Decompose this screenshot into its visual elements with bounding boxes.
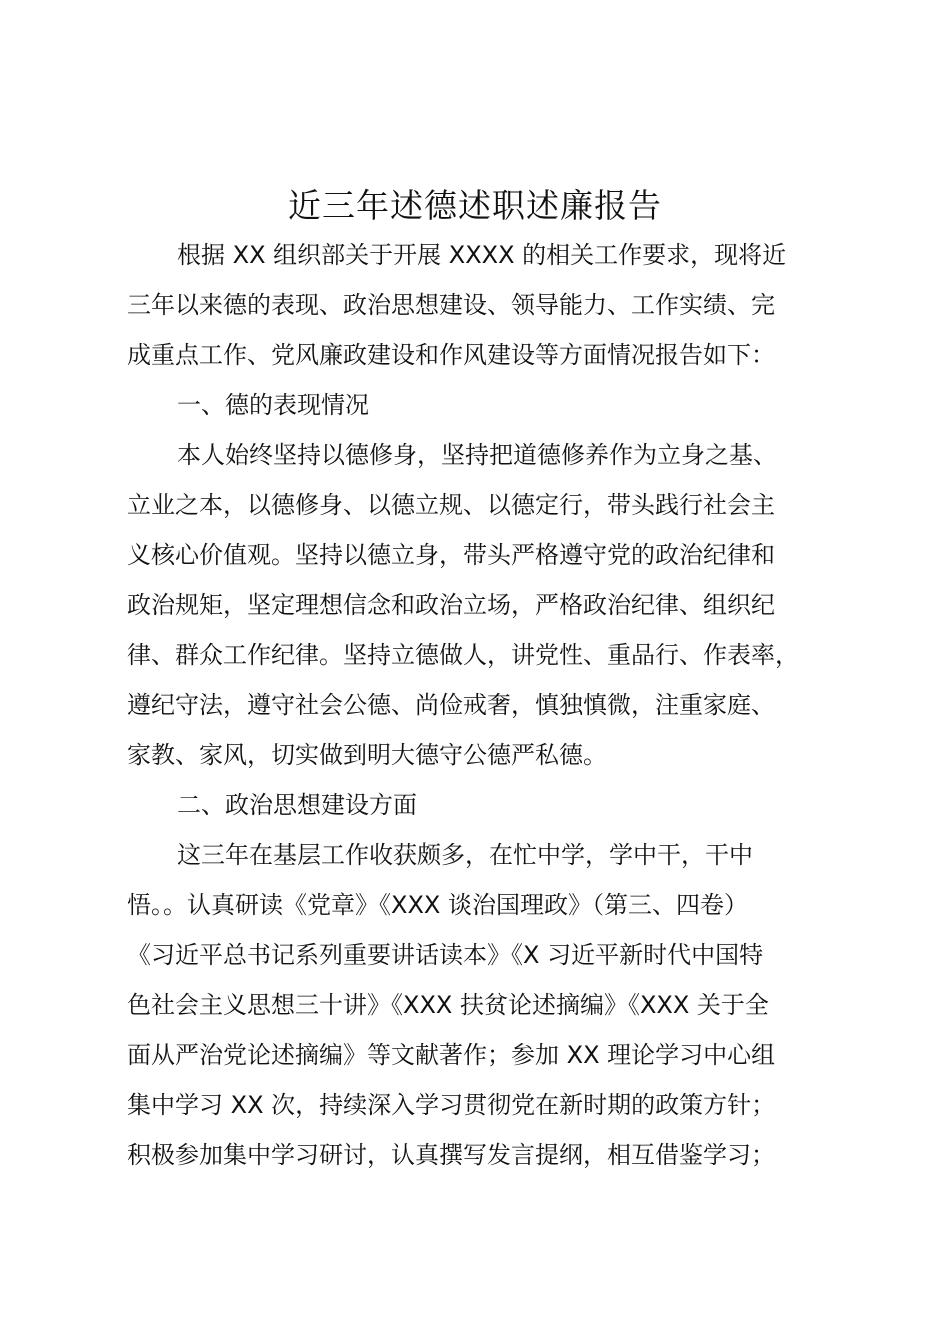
paragraph-political <box>127 830 839 1180</box>
section-heading: 二、政治思想建设方面 <box>177 791 417 819</box>
text-line: 色社会主义思想三十讲》《XXX 扶贫论述摘编》《XXX 关于全 <box>127 991 769 1019</box>
document-body <box>127 230 839 1180</box>
text-line: 政治规矩，坚定理想信念和政治立场，严格政治纪律、组织纪 <box>127 591 775 619</box>
text-line: 本人始终坚持以德修身，坚持把道德修养作为立身之基、 <box>177 441 777 469</box>
section-heading: 一、德的表现情况 <box>177 391 369 419</box>
paragraph-intro <box>127 230 839 380</box>
text-line: 这三年在基层工作收获颇多，在忙中学，学中干，干中 <box>177 841 753 869</box>
text-line: 立业之本，以德修身、以德立规、以德定行，带头践行社会主 <box>127 491 775 519</box>
text-line: 义核心价值观。坚持以德立身，带头严格遵守党的政治纪律和 <box>127 541 775 569</box>
document-title: 近三年述德述职述廉报告 <box>288 186 662 225</box>
text-line: 三年以来德的表现、政治思想建设、领导能力、工作实绩、完 <box>127 291 775 319</box>
text-line: 律、群众工作纪律。坚持立德做人，讲党性、重品行、作表率， <box>127 641 799 669</box>
text-line: 家教、家风，切实做到明大德守公德严私德。 <box>127 741 607 769</box>
text-line: 集中学习 XX 次，持续深入学习贯彻党在新时期的政策方针； <box>127 1091 776 1119</box>
text-line: 积极参加集中学习研讨，认真撰写发言提纲，相互借鉴学习； <box>127 1141 775 1169</box>
paragraph-morality <box>127 430 839 780</box>
text-line: 根据 XX 组织部关于开展 XXXX 的相关工作要求，现将近 <box>177 241 787 269</box>
text-line: 遵纪守法，遵守社会公德、尚俭戒奢，慎独慎微，注重家庭、 <box>127 691 775 719</box>
text-line: 成重点工作、党风廉政建设和作风建设等方面情况报告如下： <box>127 341 775 369</box>
section-heading-2 <box>127 780 839 830</box>
text-line: 悟。。认真研读《党章》《XXX 谈治国理政》（第三、四卷） <box>127 891 748 919</box>
section-heading-1 <box>127 380 839 430</box>
text-line: 面从严治党论述摘编》等文献著作；参加 XX 理论学习中心组 <box>127 1041 776 1069</box>
text-line: 《习近平总书记系列重要讲话读本》《X 习近平新时代中国特 <box>127 941 764 969</box>
